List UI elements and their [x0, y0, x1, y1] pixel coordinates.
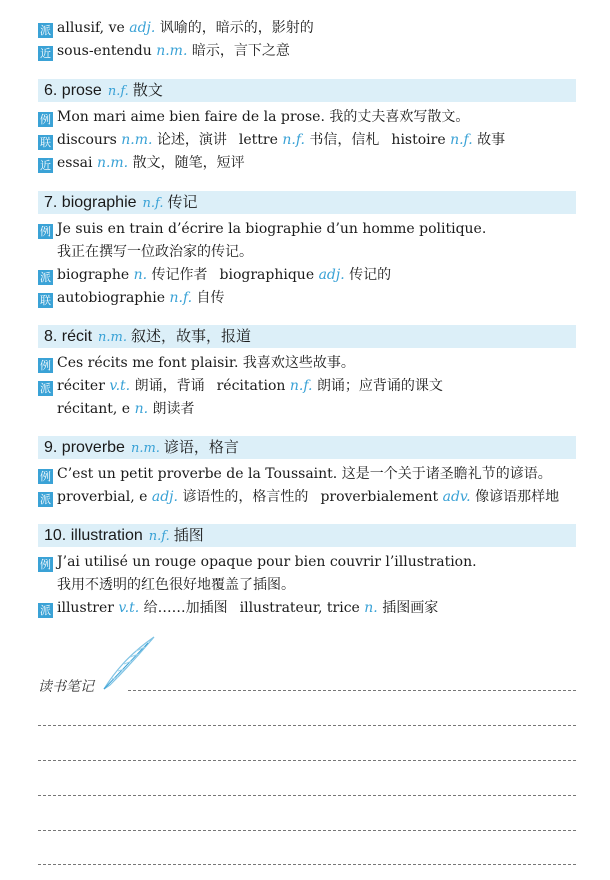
- word: récitation: [216, 378, 286, 394]
- translation: 书信，信札: [309, 132, 380, 148]
- word: illustrer: [57, 600, 114, 616]
- tag-lian: 联: [40, 136, 51, 149]
- example-french: Mon mari aime bien faire de la prose.: [57, 109, 325, 125]
- part-of-speech: n.f.: [148, 529, 170, 544]
- example-chinese: 这是一个关于诸圣瞻礼节的谚语。: [341, 466, 552, 482]
- translation: 自传: [196, 290, 225, 306]
- tag-pai: 派: [40, 604, 51, 617]
- example-french: J’ai utilisé un rouge opaque pour bien couvrir l’illustration.: [57, 554, 477, 570]
- tag-li: 例: [40, 225, 51, 238]
- section-header-recit: [38, 325, 576, 348]
- part-of-speech: n.f.: [450, 132, 473, 148]
- headword: illustration: [70, 527, 143, 544]
- section-number: 10.: [44, 527, 67, 544]
- example-chinese: 我喜欢这些故事。: [242, 355, 355, 371]
- word: essai: [57, 155, 93, 171]
- part-of-speech: v.t.: [109, 378, 131, 394]
- word: sous-entendu: [57, 43, 152, 59]
- translation: 暗示，言下之意: [191, 43, 290, 59]
- part-of-speech: n.m.: [121, 132, 153, 148]
- tag-li: 例: [40, 558, 51, 571]
- part-of-speech: n.f.: [169, 290, 193, 306]
- derived-line: [38, 487, 580, 507]
- translation: 插图画家: [382, 600, 439, 616]
- headword: récit: [61, 328, 93, 345]
- example-line: [38, 552, 580, 572]
- tag-pai: 派: [40, 382, 51, 395]
- translation: 像谚语那样地: [475, 489, 560, 505]
- part-of-speech: n.f.: [289, 378, 313, 394]
- translation: 故事: [477, 132, 506, 148]
- headword-translation: 传记: [167, 193, 198, 211]
- related-line: [38, 288, 580, 308]
- translation: 谚语性的，格言性的: [182, 489, 309, 505]
- part-of-speech: n.m.: [156, 43, 188, 59]
- word: discours: [57, 132, 117, 148]
- example-line: [38, 219, 580, 239]
- part-of-speech: adv.: [442, 489, 471, 505]
- part-of-speech: adj.: [318, 267, 345, 283]
- example-line: [38, 107, 580, 127]
- part-of-speech: n.f.: [282, 132, 305, 148]
- derived-line: [38, 376, 580, 396]
- section-number: 7.: [44, 194, 58, 211]
- section-header-illustration: [38, 524, 576, 547]
- part-of-speech: n.m.: [96, 155, 129, 171]
- part-of-speech: n.: [134, 401, 149, 417]
- notes-line[interactable]: [38, 760, 576, 761]
- word: allusif, ve: [57, 20, 125, 36]
- translation: 传记作者: [151, 267, 208, 283]
- tag-pai: 派: [40, 271, 51, 284]
- part-of-speech: n.f.: [142, 196, 164, 211]
- part-of-speech: n.m.: [130, 441, 160, 456]
- tag-li: 例: [40, 113, 51, 126]
- section-header-prose: [38, 79, 576, 102]
- section-number: 8.: [44, 328, 58, 345]
- example-french: Ces récits me font plaisir.: [57, 355, 239, 371]
- word: proverbial, e: [57, 489, 148, 505]
- derived-line: [38, 265, 580, 285]
- tag-lian: 联: [40, 294, 51, 307]
- notes-line[interactable]: [38, 864, 576, 865]
- synonym-line: [38, 153, 580, 173]
- section-header-proverbe: [38, 436, 576, 459]
- notes-line[interactable]: [38, 725, 576, 726]
- section-number: 9.: [44, 439, 58, 456]
- translation: 传记的: [349, 267, 392, 283]
- headword: prose: [61, 82, 102, 99]
- headword: proverbe: [61, 439, 125, 456]
- word: lettre: [238, 132, 278, 148]
- part-of-speech: n.: [133, 267, 148, 283]
- word: biographique: [219, 267, 315, 283]
- entry-line: [38, 41, 580, 61]
- feather-quill-icon: [98, 633, 158, 693]
- headword: biographie: [61, 194, 137, 211]
- tag-pai: 派: [40, 493, 51, 506]
- word: réciter: [57, 378, 105, 394]
- word: autobiographie: [57, 290, 166, 306]
- part-of-speech: v.t.: [118, 600, 140, 616]
- translation: 朗诵；应背诵的课文: [316, 378, 443, 394]
- translation: 给……加插图: [143, 600, 228, 616]
- example-translation-line: [57, 575, 580, 595]
- headword-translation: 散文: [132, 81, 163, 99]
- derived-line: [38, 598, 580, 618]
- headword-translation: 谚语，格言: [163, 438, 239, 456]
- part-of-speech: adj.: [129, 20, 156, 36]
- tag-li: 例: [40, 470, 51, 483]
- translation: 散文，随笔，短评: [132, 155, 245, 171]
- translation: 讽喻的，暗示的，影射的: [159, 20, 314, 36]
- example-line: [38, 353, 580, 373]
- section-header-biographie: [38, 191, 576, 214]
- translation: 朗诵，背诵: [134, 378, 205, 394]
- word: récitant, e: [57, 401, 131, 417]
- notes-line[interactable]: [38, 795, 576, 796]
- example-chinese: 我正在撰写一位政治家的传记。: [57, 244, 253, 260]
- word: proverbialement: [320, 489, 439, 505]
- headword-translation: 叙述，故事，报道: [131, 327, 252, 345]
- part-of-speech: adj.: [151, 489, 178, 505]
- example-line: [38, 464, 580, 484]
- tag-jin: 近: [40, 47, 51, 60]
- example-french: Je suis en train d’écrire la biographie d’un homme politique.: [57, 221, 487, 237]
- headword-translation: 插图: [173, 526, 204, 544]
- example-chinese: 我的丈夫喜欢写散文。: [329, 109, 470, 125]
- part-of-speech: n.f.: [107, 84, 129, 99]
- example-translation-line: [57, 242, 580, 262]
- tag-jin: 近: [40, 159, 51, 172]
- related-line: [38, 130, 580, 150]
- word: histoire: [391, 132, 446, 148]
- example-chinese: 我用不透明的红色很好地覆盖了插图。: [57, 577, 295, 593]
- derived-continuation-line: [57, 399, 580, 419]
- part-of-speech: n.: [364, 600, 378, 616]
- word: illustrateur, trice: [239, 600, 360, 616]
- section-number: 6.: [44, 82, 58, 99]
- notes-line[interactable]: [128, 690, 576, 691]
- tag-pai: 派: [40, 24, 51, 37]
- part-of-speech: n.m.: [98, 330, 127, 345]
- tag-li: 例: [40, 359, 51, 372]
- word: biographe: [57, 267, 130, 283]
- translation: 朗读者: [152, 401, 195, 417]
- example-french: C’est un petit proverbe de la Toussaint.: [57, 466, 338, 482]
- translation: 论述，演讲: [156, 132, 227, 148]
- notes-line[interactable]: [38, 830, 576, 831]
- reading-notes-label: 读书笔记: [38, 679, 94, 695]
- entry-line: [38, 18, 580, 38]
